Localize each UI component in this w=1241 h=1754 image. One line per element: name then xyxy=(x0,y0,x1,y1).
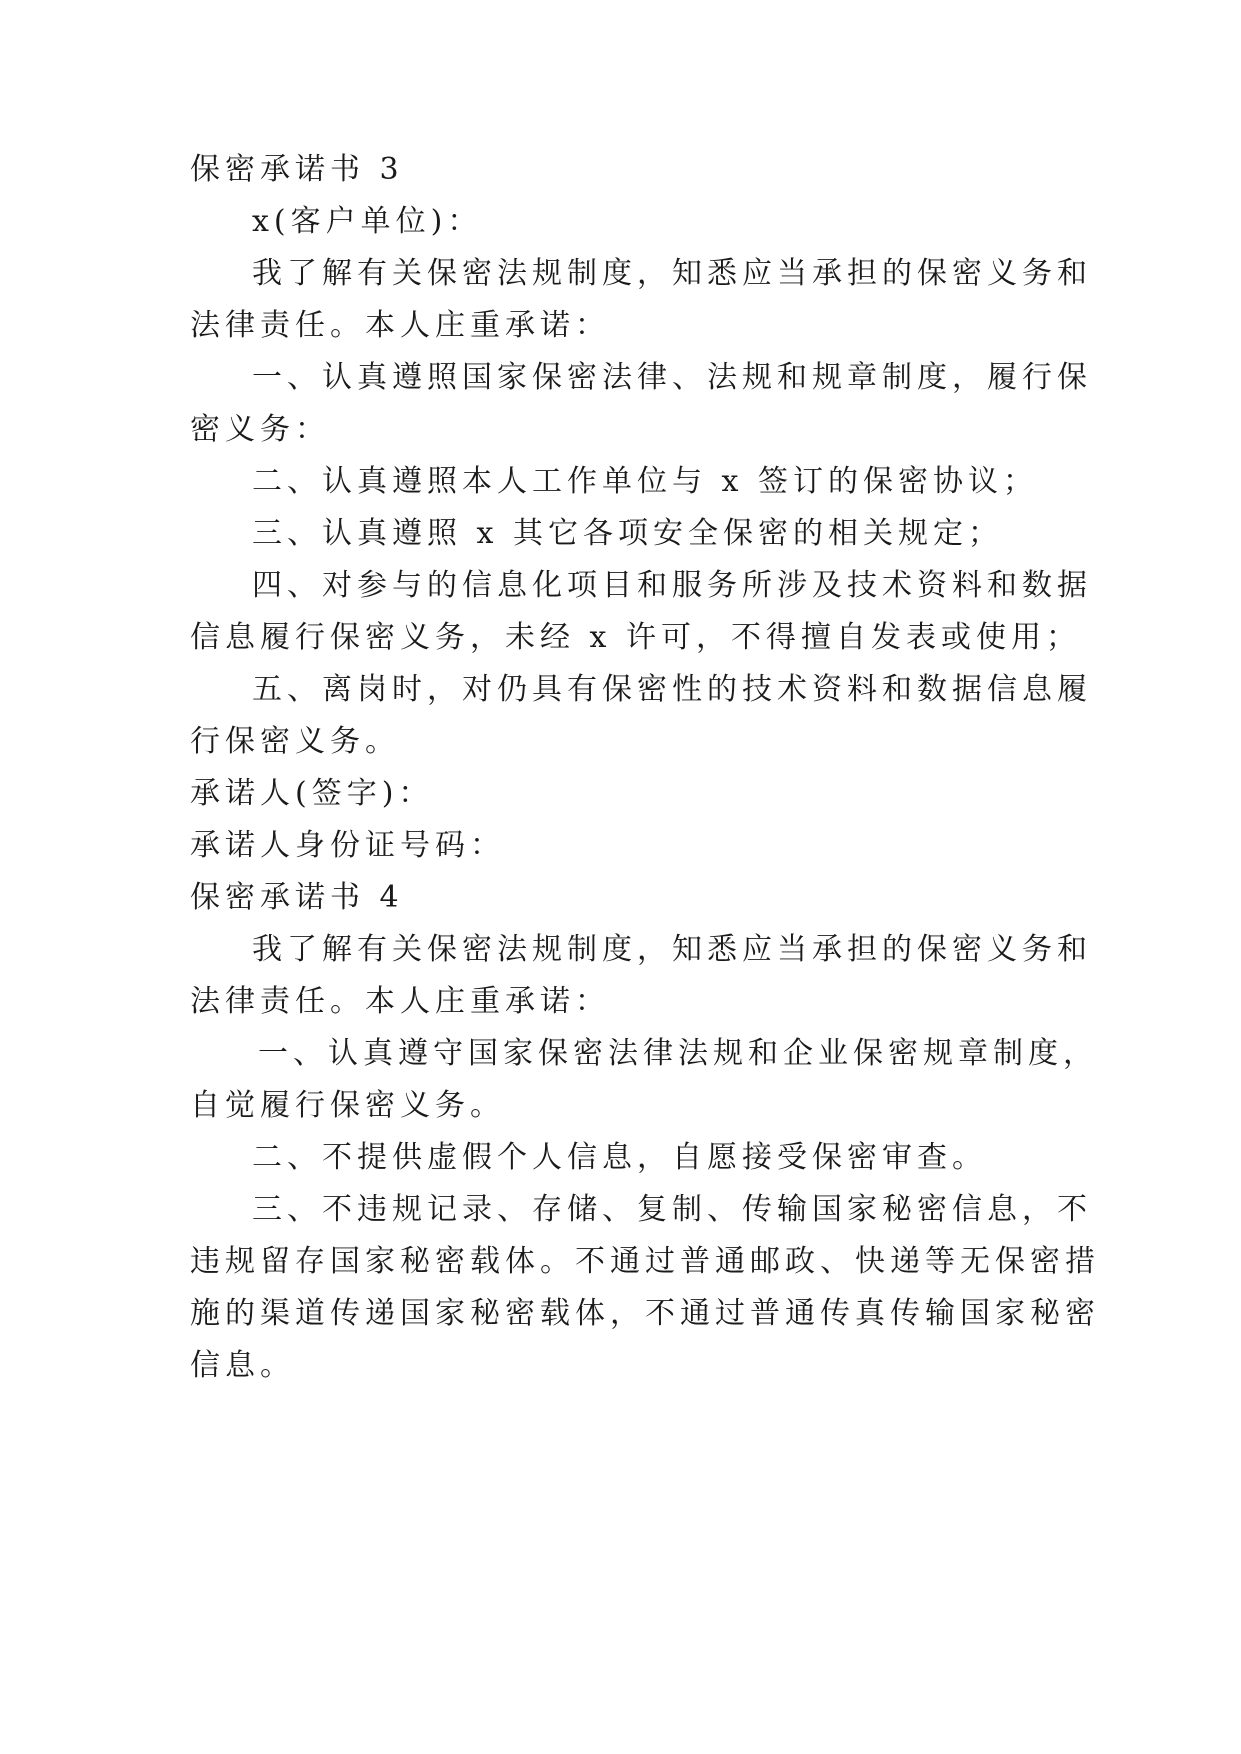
section4-item1-line2: 自觉履行保密义务。 xyxy=(190,1088,505,1123)
section3-item1-line2: 密义务： xyxy=(190,412,330,447)
section4-item3-line4: 信息。 xyxy=(190,1348,295,1383)
section4-intro-line2: 法律责任。本人庄重承诺： xyxy=(190,984,610,1019)
section4-item3-line1: 三、不违规记录、存储、复制、传输国家秘密信息，不 xyxy=(252,1192,1092,1227)
section3-item5-line1: 五、离岗时，对仍具有保密性的技术资料和数据信息履 xyxy=(252,672,1092,707)
section4-item3-line2: 违规留存国家秘密载体。不通过普通邮政、快递等无保密措 xyxy=(190,1244,1100,1279)
section3-addressee: x(客户单位)： xyxy=(252,204,483,239)
section3-item5-line2: 行保密义务。 xyxy=(190,724,400,759)
section3-item1-line1: 一、认真遵照国家保密法律、法规和规章制度，履行保 xyxy=(252,360,1092,395)
section4-item3-line3: 施的渠道传递国家秘密载体，不通过普通传真传输国家秘密 xyxy=(190,1296,1100,1331)
section3-signature: 承诺人(签字)： xyxy=(190,776,434,811)
section3-item4-line2: 信息履行保密义务，未经 x 许可，不得擅自发表或使用； xyxy=(190,620,1081,655)
section3-item4-line1: 四、对参与的信息化项目和服务所涉及技术资料和数据 xyxy=(252,568,1092,603)
section3-intro-line1: 我了解有关保密法规制度，知悉应当承担的保密义务和 xyxy=(252,256,1092,291)
section3-item3: 三、认真遵照 x 其它各项安全保密的相关规定； xyxy=(252,516,1003,551)
section3-item2: 二、认真遵照本人工作单位与 x 签订的保密协议； xyxy=(252,464,1038,499)
section4-intro-line1: 我了解有关保密法规制度，知悉应当承担的保密义务和 xyxy=(252,932,1092,967)
section4-title: 保密承诺书 4 xyxy=(190,880,404,915)
section3-intro-line2: 法律责任。本人庄重承诺： xyxy=(190,308,610,343)
section3-id-number: 承诺人身份证号码： xyxy=(190,828,505,863)
section4-item1-line1: 一、认真遵守国家保密法律法规和企业保密规章制度， xyxy=(258,1036,1098,1071)
section3-title: 保密承诺书 3 xyxy=(190,152,404,187)
section4-item2: 二、不提供虚假个人信息，自愿接受保密审查。 xyxy=(252,1140,987,1175)
